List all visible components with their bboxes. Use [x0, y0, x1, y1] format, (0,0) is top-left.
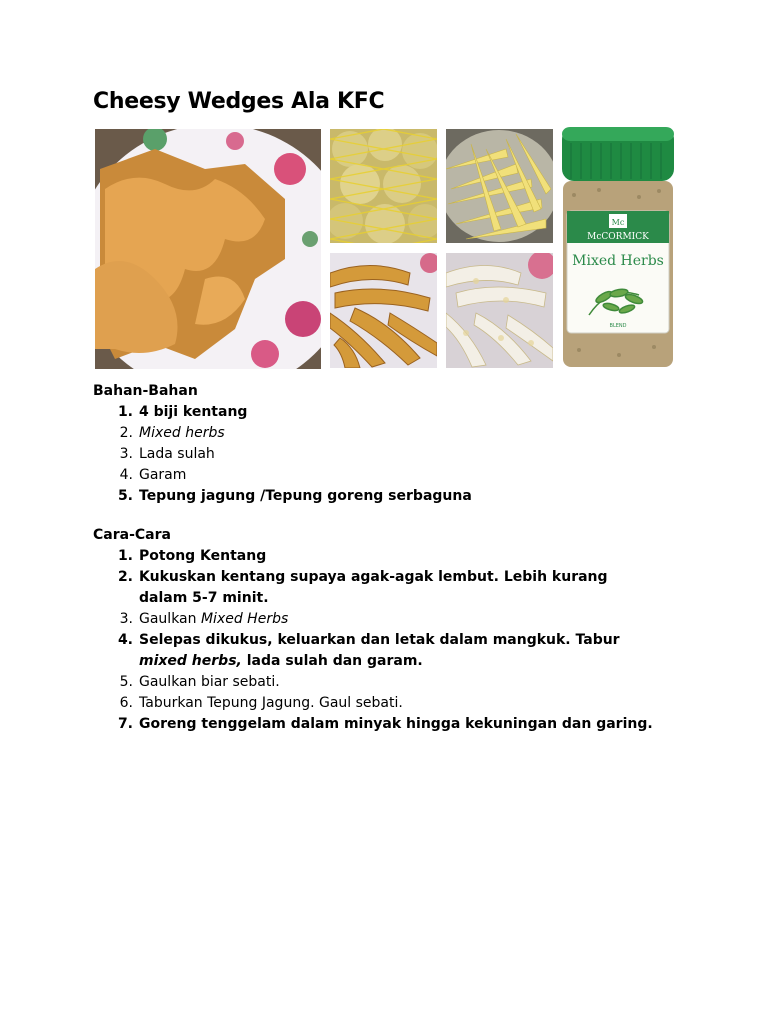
method-step: 5. Gaulkan biar sebati. [119, 674, 280, 690]
method-step: 1. Potong Kentang [117, 548, 267, 564]
method-step: 4. Selepas dikukus, keluarkan dan letak dalam mangkuk. Tabur mixed herbs, lada sulah dan garam. [117, 632, 620, 669]
ingredient-item: 1. 4 biji kentang [117, 404, 248, 420]
ingredient-item: 2. Mixed herbs [119, 425, 225, 441]
cut-potato-wedges-photo [446, 129, 553, 243]
jar-logo: Mc [611, 218, 625, 227]
fried-wedges-photo [330, 253, 437, 368]
method-step: 6. Taburkan Tepung Jagung. Gaul sebati. [119, 695, 403, 711]
jar-brand: McCORMICK [587, 232, 649, 242]
ingredients-list [93, 402, 653, 507]
mixed-herbs-jar-photo [559, 125, 677, 370]
page-title: Cheesy Wedges Ala KFC [93, 89, 385, 114]
ingredient-item: 3. Lada sulah [119, 446, 215, 462]
potatoes-in-net-photo [330, 129, 437, 243]
method-list [93, 546, 653, 735]
ingredients-heading: Bahan-Bahan [93, 383, 198, 399]
floured-wedges-photo [446, 253, 553, 368]
jar-variant: BLEND [609, 323, 627, 329]
jar-product: Mixed Herbs [572, 253, 664, 269]
method-step: 7. Goreng tenggelam dalam minyak hingga kekuningan dan garing. [117, 716, 653, 732]
method-step: 3. Gaulkan Mixed Herbs [119, 611, 289, 627]
method-heading: Cara-Cara [93, 527, 171, 543]
ingredient-item: 4. Garam [119, 467, 187, 483]
cheesy-wedges-photo [95, 129, 321, 369]
method-step: 2. Kukuskan kentang supaya agak-agak lembut. Lebih kurang dalam 5-7 minit. [117, 569, 608, 606]
ingredient-item: 5. Tepung jagung /Tepung goreng serbaguna [117, 488, 472, 504]
